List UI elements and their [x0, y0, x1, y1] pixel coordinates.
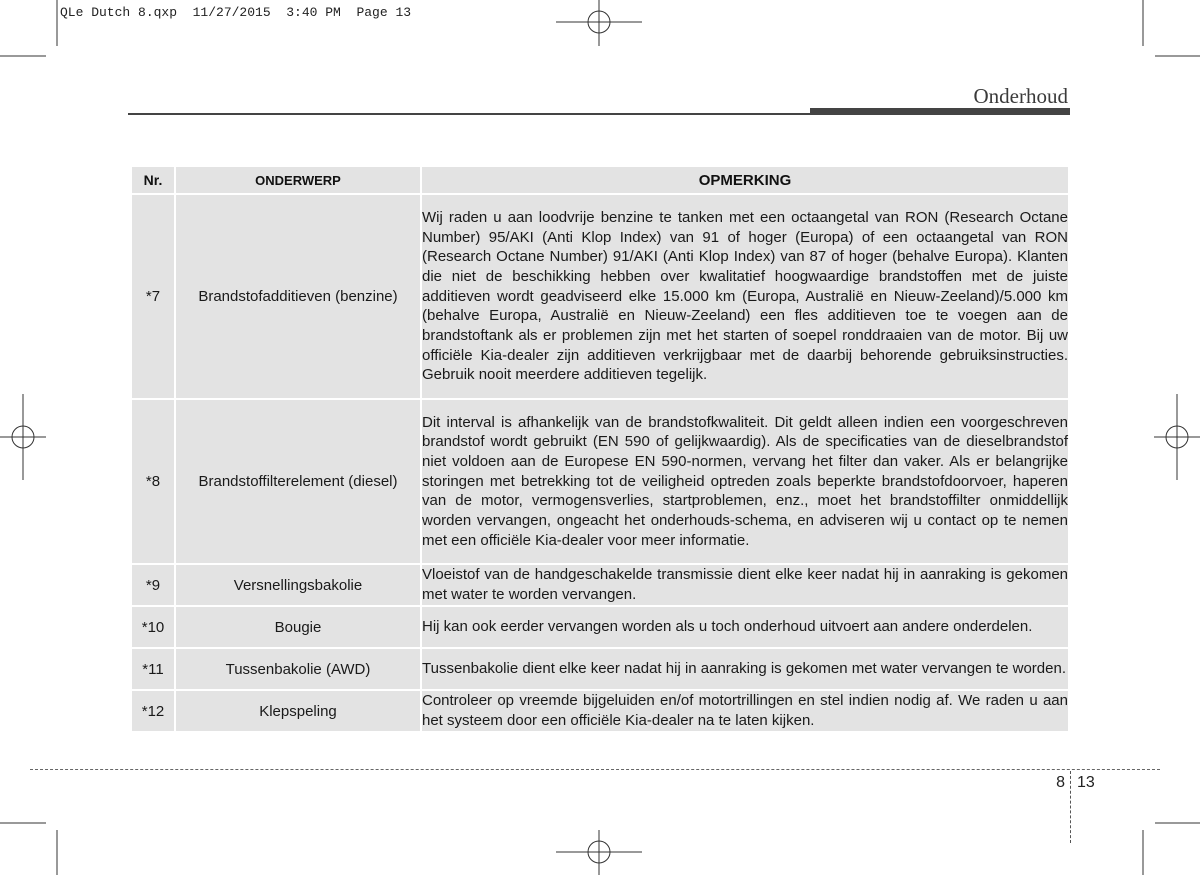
header-rule	[128, 113, 810, 115]
table-row	[132, 691, 1068, 731]
print-slug: QLe Dutch 8.qxp 11/27/2015 3:40 PM Page 13	[60, 5, 412, 20]
row-onderwerp: Versnellingsbakolie	[176, 565, 420, 605]
row-onderwerp: Brandstoffilterelement (diesel)	[176, 400, 420, 563]
row-opmerking: Dit interval is afhankelijk van de brandstofkwaliteit. Dit geldt alleen indien een voorgeschreven brandstof wordt gebruikt (EN 590 of gelijkwaardig). Als de specificaties van de dieselbrandstof niet voldoen aan de Europese EN 590-normen, vervang het filter dan vaker. Als er belangrijke storingen met betrekking tot de veiligheid optreden zoals beperkte brandstofdoorvoer, haperen van de motor, vermogensverlies, startproblemen, enz., moet het brandstoffilter onmiddellijk worden vervangen, ongeacht het onderhouds-schema, en adviseren wij u contact op te nemen met een officiële Kia-dealer voor meer informatie.	[422, 400, 1068, 563]
header-rule-accent	[810, 108, 1070, 115]
row-opmerking: Hij kan ook eerder vervangen worden als u toch onderhoud uitvoert aan andere onderdelen.	[422, 607, 1068, 647]
section-title: Onderhoud	[973, 84, 1068, 108]
registration-mark-top	[556, 0, 642, 46]
registration-mark-right	[1154, 394, 1200, 480]
table-row	[132, 607, 1068, 647]
page-number-separator	[1070, 771, 1071, 843]
row-onderwerp: Brandstofadditieven (benzine)	[176, 195, 420, 398]
row-opmerking: Vloeistof van de handgeschakelde transmissie dient elke keer nadat hij in aanraking is gekomen met water te worden vervangen.	[422, 566, 1068, 603]
row-onderwerp: Klepspeling	[176, 691, 420, 731]
registration-mark-bottom	[556, 830, 642, 875]
row-nr: *9	[132, 565, 174, 605]
row-nr: *8	[132, 400, 174, 563]
row-nr: *11	[132, 649, 174, 689]
table-row	[132, 565, 1068, 605]
row-onderwerp: Tussenbakolie (AWD)	[176, 649, 420, 689]
table-row	[132, 649, 1068, 689]
footer-rule	[30, 769, 1160, 770]
chapter-number: 8	[1056, 774, 1065, 791]
row-nr: *10	[132, 607, 174, 647]
registration-mark-left	[0, 394, 46, 480]
header-onderwerp: ONDERWERP	[176, 167, 420, 193]
row-nr: *7	[132, 195, 174, 398]
page-number: 13	[1077, 774, 1095, 791]
table-row	[132, 195, 1068, 398]
maintenance-table	[130, 165, 1070, 733]
table-header-row	[132, 167, 1068, 193]
row-opmerking: Wij raden u aan loodvrije benzine te tanken met een octaangetal van RON (Research Octane Number) 95/AKI (Anti Klop Index) van 91 of hoger (Europa) of een octaangetal van RON (Research Octane Number) 91/AKI (Anti Klop Index) van 87 of hoger (behalve Europa). Klanten die niet de beschikking hebben over kwalitatief hoogwaardige brandstoffen met de juiste additieven wordt geadviseerd elke 15.000 km (Europa, Australië en Nieuw-Zeeland)/5.000 km (behalve Europa, Australië en Nieuw-Zeeland) een fles additieven toe te voegen aan de brandstoftank als er problemen zijn met het starten of soepel ronddraaien van de motor. Bij uw officiële Kia-dealer zijn additieven verkrijgbaar met de daarbij behorende gebruiksinstructies. Gebruik nooit meerdere additieven tegelijk.	[422, 195, 1068, 398]
table-row	[132, 400, 1068, 563]
row-opmerking: Controleer op vreemde bijgeluiden en/of motortrillingen en stel indien nodig af. We raden u aan het systeem door een officiële Kia-dealer na te laten kijken.	[422, 692, 1068, 729]
header-opmerking: OPMERKING	[422, 167, 1068, 193]
row-opmerking: Tussenbakolie dient elke keer nadat hij in aanraking is gekomen met water vervangen te worden.	[422, 649, 1068, 689]
header-nr: Nr.	[132, 167, 174, 193]
row-onderwerp: Bougie	[176, 607, 420, 647]
row-nr: *12	[132, 691, 174, 731]
